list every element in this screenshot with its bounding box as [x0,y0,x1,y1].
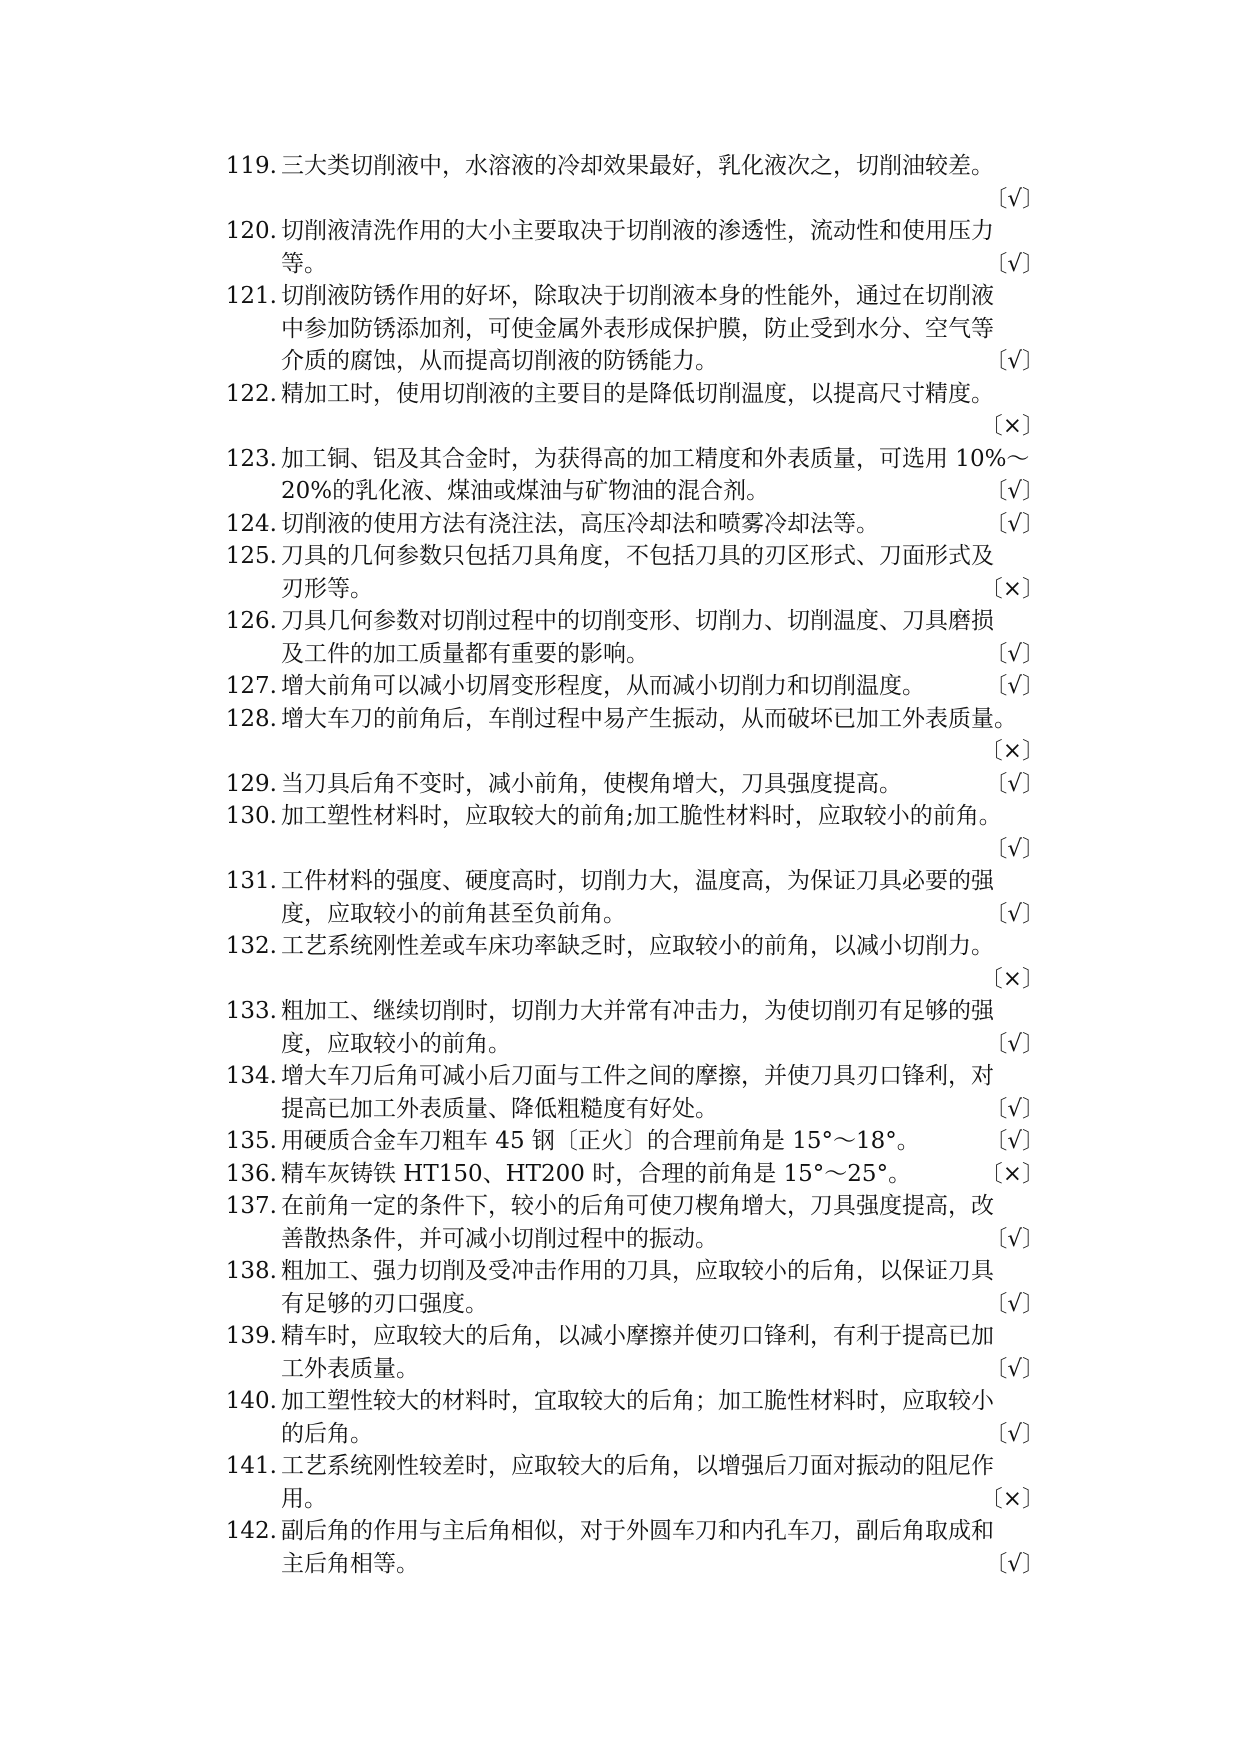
question-number: 135. [225,1128,277,1154]
question-item [225,995,1045,1060]
text-line: 粗加工、继续切削时，切削力大并常有冲击力，为使切削刃有足够的强 [281,998,994,1024]
question-number: 134. [225,1063,277,1089]
question-item [225,443,1045,508]
text-line: 精加工时，使用切削液的主要目的是降低切削温度，以提高尺寸精度。 [281,380,994,407]
question-text [281,280,1045,378]
question-number: 125. [225,543,277,569]
text-line: 善散热条件，并可减小切削过程中的振动。 [281,1225,718,1252]
text-line: 加工塑性材料时，应取较大的前角;加工脆性材料时，应取较小的前角。 [281,803,1002,829]
question-text [281,150,1045,183]
answer-mark: 〔×〕 [979,738,1045,764]
answer-mark: 〔√〕 [984,835,1045,862]
question-item [225,1190,1045,1255]
text-line: 工件材料的强度、硬度高时，切削力大，温度高，为保证刀具必要的强 [281,868,994,894]
text-line: 副后角的作用与主后角相似，对于外圆车刀和内孔车刀，副后角取成和 [281,1518,994,1544]
question-number: 130. [225,803,277,829]
question-item [225,1125,1045,1158]
question-text [281,1320,1045,1385]
answer-mark: 〔√〕 [984,348,1045,374]
question-item [225,605,1045,670]
text-line: 及工件的加工质量都有重要的影响。 [281,640,649,667]
text-line: 度，应取较小的前角。 [281,1030,511,1057]
text-line: 增大前角可以减小切屑变形程度，从而减小切削力和切削温度。 [281,673,925,699]
answer-mark: 〔√〕 [984,1290,1045,1317]
text-line: 提高已加工外表质量、降低粗糙度有好处。 [281,1095,718,1122]
question-item [225,1515,1045,1580]
text-line: 在前角一定的条件下，较小的后角可使刀楔角增大，刀具强度提高，改 [281,1193,994,1219]
text-line: 用。 [281,1485,327,1512]
text-line: 加工铜、铝及其合金时，为获得高的加工精度和外表质量，可选用 10%～ [281,445,1030,472]
question-item [225,1320,1045,1385]
text-line: 精车时，应取较大的后角，以减小摩擦并使刃口锋利，有利于提高已加 [281,1323,994,1349]
question-number: 133. [225,998,277,1024]
question-list [225,150,1045,1580]
question-text [281,508,1045,541]
text-line: 有足够的刃口强度。 [281,1290,488,1317]
question-item [225,1255,1045,1320]
question-number: 129. [225,770,277,797]
text-line: 介质的腐蚀，从而提高切削液的防锈能力。 [281,348,718,374]
text-line: 精车灰铸铁 HT150、HT200 时，合理的前角是 15°～25°。 [281,1160,912,1187]
question-item [225,280,1045,378]
answer-mark: 〔√〕 [984,250,1045,277]
question-item [225,508,1045,541]
question-item [225,1158,1045,1191]
question-text [281,1190,1045,1255]
question-number: 131. [225,868,277,894]
text-line: 中参加防锈添加剂，可使金属外表形成保护膜，防止受到水分、空气等 [281,315,994,342]
question-text [281,1060,1045,1125]
question-text [281,1125,1045,1158]
question-text [281,1385,1045,1450]
question-number: 137. [225,1193,277,1219]
question-number: 138. [225,1258,277,1284]
question-number: 123. [225,445,277,472]
question-text [281,378,1045,411]
question-text [281,930,1045,963]
question-number: 120. [225,218,277,244]
text-line: 当刀具后角不变时，减小前角，使楔角增大，刀具强度提高。 [281,770,902,797]
answer-mark: 〔×〕 [979,575,1045,602]
text-line: 增大车刀后角可减小后刀面与工件之间的摩擦，并使刀具刃口锋利，对 [281,1063,994,1089]
text-line: 加工塑性较大的材料时，宜取较大的后角；加工脆性材料时，应取较小 [281,1388,994,1414]
question-item [225,215,1045,280]
question-item [225,1385,1045,1450]
question-number: 140. [225,1388,277,1414]
question-item [225,1060,1045,1125]
question-item [225,670,1045,703]
question-item [225,1450,1045,1515]
answer-mark: 〔√〕 [984,770,1045,797]
question-number: 126. [225,608,277,634]
text-line: 度，应取较小的前角甚至负前角。 [281,900,626,927]
text-line: 刀具的几何参数只包括刀具角度，不包括刀具的刃区形式、刀面形式及 [281,543,994,569]
answer-mark: 〔√〕 [984,900,1045,927]
text-line: 切削液防锈作用的好坏，除取决于切削液本身的性能外，通过在切削液 [281,283,994,309]
text-line: 工艺系统刚性较差时，应取较大的后角，以增强后刀面对振动的阻尼作 [281,1453,994,1479]
question-text [281,800,1045,833]
question-item [225,703,1045,768]
question-text [281,670,1045,703]
question-number: 128. [225,705,277,732]
question-text [281,215,1045,280]
question-number: 136. [225,1160,277,1187]
question-item [225,150,1045,215]
question-number: 121. [225,283,277,309]
text-line: 切削液的使用方法有浇注法，高压冷却法和喷雾冷却法等。 [281,510,879,537]
text-line: 增大车刀的前角后，车削过程中易产生振动，从而破坏已加工外表质量。 [281,705,1017,732]
text-line: 用硬质合金车刀粗车 45 钢〔正火〕的合理前角是 15°～18°。 [281,1128,920,1154]
question-text [281,768,1045,801]
question-text [281,1255,1045,1320]
answer-mark: 〔×〕 [979,1485,1045,1512]
question-text [281,1515,1045,1580]
text-line: 工外表质量。 [281,1355,419,1382]
question-number: 142. [225,1518,277,1544]
text-line: 主后角相等。 [281,1550,419,1577]
question-text [281,703,1045,736]
question-text [281,443,1045,508]
answer-mark: 〔√〕 [984,478,1045,504]
question-number: 124. [225,510,277,537]
question-text [281,865,1045,930]
question-item [225,800,1045,865]
text-line: 的后角。 [281,1420,373,1447]
text-line: 等。 [281,250,327,277]
answer-mark: 〔√〕 [984,1550,1045,1577]
question-number: 122. [225,380,277,407]
question-text [281,605,1045,670]
answer-mark: 〔√〕 [984,510,1045,537]
answer-mark: 〔√〕 [984,1030,1045,1057]
question-text [281,1158,1045,1191]
question-text [281,995,1045,1060]
text-line: 三大类切削液中，水溶液的冷却效果最好，乳化液次之，切削油较差。 [281,153,994,179]
question-item [225,540,1045,605]
text-line: 工艺系统刚性差或车床功率缺乏时，应取较小的前角，以减小切削力。 [281,933,994,959]
question-item [225,768,1045,801]
text-line: 刃形等。 [281,575,373,602]
answer-mark: 〔√〕 [984,1420,1045,1447]
text-line: 切削液清洗作用的大小主要取决于切削液的渗透性，流动性和使用压力 [281,218,994,244]
question-item [225,865,1045,930]
answer-mark: 〔√〕 [984,185,1045,212]
text-line: 刀具几何参数对切削过程中的切削变形、切削力、切削温度、刀具磨损 [281,608,994,634]
answer-mark: 〔√〕 [984,1128,1045,1154]
question-text [281,540,1045,605]
question-text [281,1450,1045,1515]
answer-mark: 〔√〕 [984,640,1045,667]
question-number: 139. [225,1323,277,1349]
question-number: 132. [225,933,277,959]
answer-mark: 〔√〕 [984,1225,1045,1252]
answer-mark: 〔√〕 [984,1095,1045,1122]
question-number: 119. [225,153,277,179]
answer-mark: 〔×〕 [979,413,1045,439]
answer-mark: 〔×〕 [979,1160,1045,1187]
text-line: 粗加工、强力切削及受冲击作用的刀具，应取较小的后角，以保证刀具 [281,1258,994,1284]
answer-mark: 〔×〕 [979,965,1045,992]
question-number: 127. [225,673,277,699]
text-line: 20%的乳化液、煤油或煤油与矿物油的混合剂。 [281,478,770,504]
question-number: 141. [225,1453,277,1479]
answer-mark: 〔√〕 [984,673,1045,699]
answer-mark: 〔√〕 [984,1355,1045,1382]
question-item [225,378,1045,443]
question-item [225,930,1045,995]
